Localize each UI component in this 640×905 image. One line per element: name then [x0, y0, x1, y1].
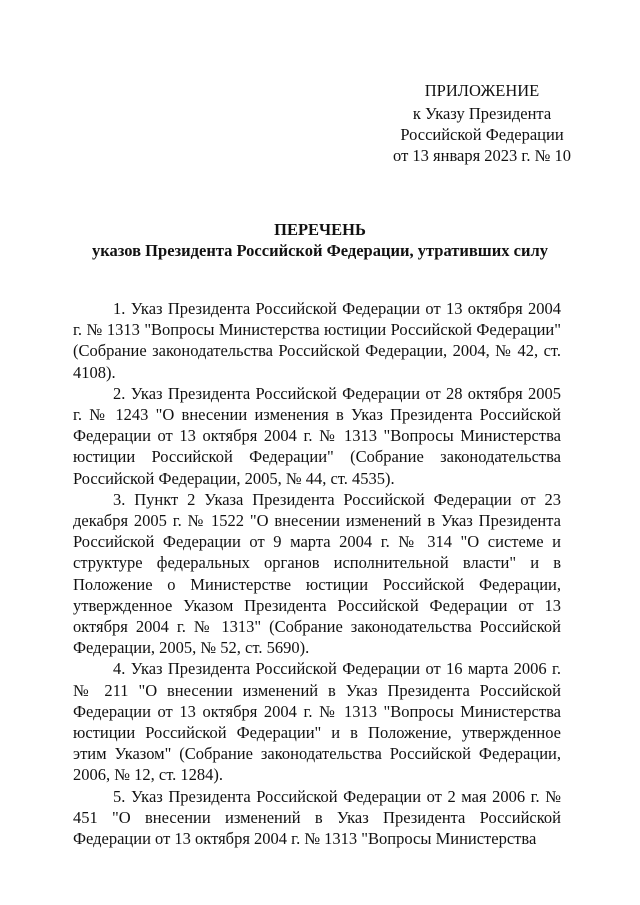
- document-title: ПЕРЕЧЕНЬ: [274, 220, 366, 239]
- list-item-3: 3. Пункт 2 Указа Президента Российской Федерации от 23 декабря 2005 г. № 1522 "О внесении изменений в Указ Президента Российской Федерации от 9 марта 2004 г. № 314 "О системе и структуре федеральных органов исполнительной власти" и в Положение о Министерстве юстиции Российской Федерации, утвержденное Указом Президента Российской Федерации от 13 октября 2004 г. № 1313" (Собрание законодательства Российской Федерации, 2005, № 52, ст. 5690).: [73, 489, 561, 658]
- list-item-1: 1. Указ Президента Российской Федерации от 13 октября 2004 г. № 1313 "Вопросы Министерства юстиции Российской Федерации" (Собрание законодательства Российской Федерации, 2004, № 42, ст. 4108).: [73, 299, 561, 382]
- appendix-line-federation: Российской Федерации: [400, 125, 564, 144]
- list-item-2: 2. Указ Президента Российской Федерации от 28 октября 2005 г. № 1243 "О внесении изменения в Указ Президента Российской Федерации от 13 октября 2004 г. № 1313 "Вопросы Министерства юстиции Российской Федерации" (Собрание законодательства Российской Федерации, 2005, № 44, ст. 4535).: [73, 383, 561, 488]
- decree-list: [73, 298, 561, 849]
- list-item-5: 5. Указ Президента Российской Федерации от 2 мая 2006 г. № 451 "О внесении изменений в Указ Президента Российской Федерации от 13 октября 2004 г. № 1313 "Вопросы Министерства: [73, 786, 561, 849]
- document-title-block: [60, 219, 580, 261]
- appendix-line-decree: к Указу Президента: [412, 104, 552, 123]
- list-item-4: 4. Указ Президента Российской Федерации от 16 марта 2006 г. № 211 "О внесении изменений в Указ Президента Российской Федерации от 13 октября 2004 г. № 1313 "Вопросы Министерства юстиции Российской Федерации" и в Положение, утвержденное этим Указом" (Собрание законодательства Российской Федерации, 2006, № 12, ст. 1284).: [73, 659, 561, 785]
- appendix-header: [378, 80, 586, 166]
- appendix-line-date: от 13 января 2023 г. № 10: [393, 146, 571, 165]
- document-subtitle: указов Президента Российской Федерации, утративших силу: [92, 241, 548, 260]
- appendix-heading: ПРИЛОЖЕНИЕ: [424, 81, 540, 100]
